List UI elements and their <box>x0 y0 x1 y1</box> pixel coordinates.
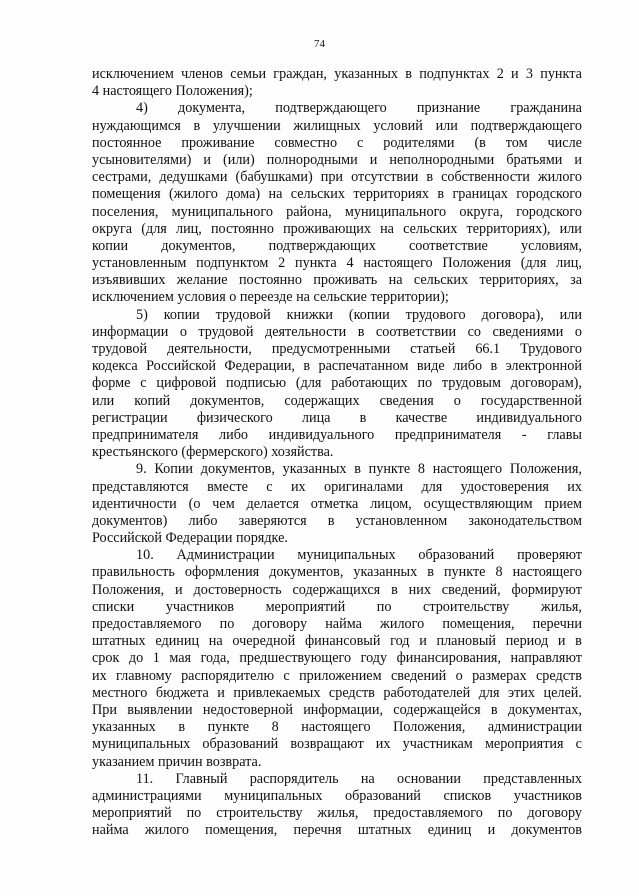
text-line: 4) документа, подтверждающего признание гражданина <box>136 100 582 117</box>
text-line: документов) либо заверяются в установленном законодательством <box>92 512 582 529</box>
text-line: нуждающимся в улучшении жилищных условий или подтверждающего <box>92 117 582 134</box>
text-line: штатных единиц на очередной финансовый год и плановый период и в <box>92 633 582 650</box>
text-line: найма жилого помещения, перечня штатных единиц и документов <box>92 822 582 839</box>
text-line: установленным подпунктом 2 пункта 4 настоящего Положения (для лиц, <box>92 255 582 272</box>
text-line: усыновителями) и (или) полнородными и неполнородными братьями и <box>92 151 582 168</box>
text-line: трудовой деятельности, предусмотренными статьей 66.1 Трудового <box>92 341 582 357</box>
text-line: изъявивших желание постоянно проживать на сельских территориях, за <box>92 272 582 289</box>
text-line: исключением членов семьи граждан, указанных в подпунктах 2 и 3 пункта <box>92 66 582 82</box>
text-line: правильность оформления документов, указанных в пункте 8 настоящего <box>92 564 582 581</box>
text-line: кодекса Российской Федерации, в распечатанном виде либо в электронной <box>92 358 582 375</box>
text-line: 4 настоящего Положения); <box>92 83 253 100</box>
text-line: поселения, муниципального района, муниципального округа, городского <box>92 203 582 220</box>
text-line: указанием причин возврата. <box>92 753 262 770</box>
text-line: их главному распорядителю с приложением сведений о размерах средств <box>92 667 582 684</box>
text-line: администрациями муниципальных образований списков участников <box>92 787 582 804</box>
text-line: или копий документов, содержащих сведения о государственной <box>92 392 582 409</box>
text-line: крестьянского (фермерского) хозяйства. <box>92 444 334 461</box>
text-line: постоянное проживание совместно с родителями (в том числе <box>92 134 582 151</box>
page-number: 74 <box>314 38 325 50</box>
text-line: идентичности (о чем делается отметка лицом, осуществляющим прием <box>92 495 582 512</box>
text-line: Российской Федерации порядке. <box>92 530 288 547</box>
text-line: округа (для лиц, постоянно проживающих на сельских территориях), или <box>92 220 582 237</box>
text-line: представляются вместе с их оригиналами для удостоверения их <box>92 478 582 495</box>
text-line: 5) копии трудовой книжки (копии трудового договора), или <box>136 306 582 323</box>
text-line: информации о трудовой деятельности в соответствии со сведениями о <box>92 323 582 340</box>
text-line: мероприятий по строительству жилья, предоставляемого по договору <box>92 805 582 822</box>
text-line: предпринимателя либо индивидуального предпринимателя - главы <box>92 426 582 443</box>
text-line: муниципальных образований возвращают их участникам мероприятия с <box>92 736 582 753</box>
text-line: указанных в пункте 8 настоящего Положения, администрации <box>92 719 582 736</box>
text-line: исключением условия о переезде на сельские территории); <box>92 289 449 306</box>
text-line: списки участников мероприятий по строительству жилья, <box>92 598 582 615</box>
text-line: Положения, и достоверность содержащихся в них сведений, формируют <box>92 581 582 598</box>
text-line: 11. Главный распорядитель на основании представленных <box>136 770 582 787</box>
text-line: предоставляемого по договору найма жилого помещения, перечни <box>92 616 582 632</box>
text-line: срок до 1 мая года, предшествующего году финансирования, направляют <box>92 650 582 667</box>
text-line: помещения (жилого дома) на сельских территориях в границах городского <box>92 186 582 203</box>
text-line: сестрами, дедушками (бабушками) при отсутствии в собственности жилого <box>92 169 582 186</box>
text-line: При выявлении недостоверной информации, содержащейся в документах, <box>92 701 582 718</box>
text-line: форме с цифровой подписью (для работающих по трудовым договорам), <box>92 375 582 392</box>
text-line: 10. Администрации муниципальных образований проверяют <box>136 547 582 564</box>
text-line: копии документов, подтверждающих соответствие условиям, <box>92 237 582 254</box>
text-line: местного бюджета и привлекаемых средств работодателей для этих целей. <box>92 684 582 701</box>
text-line: регистрации физического лица в качестве индивидуального <box>92 409 582 426</box>
text-line: 9. Копии документов, указанных в пункте 8 настоящего Положения, <box>136 461 582 478</box>
document-body <box>92 66 582 839</box>
